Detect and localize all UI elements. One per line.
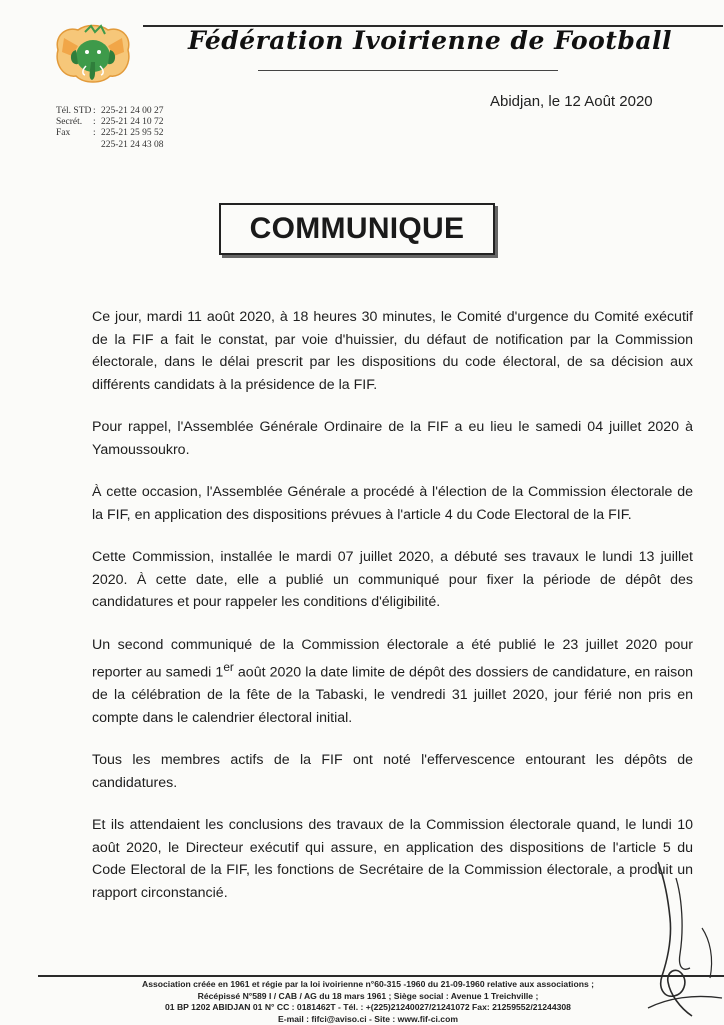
contact-block <box>56 106 164 151</box>
contact-value: 225-21 25 95 52 <box>101 128 164 139</box>
footer-line: E-mail : fifci@aviso.ci - Site : www.fif-ci.com <box>278 1013 458 1024</box>
communique-heading: COMMUNIQUE <box>249 212 465 245</box>
footer-line: 01 BP 1202 ABIDJAN 01 N° CC : 0181462T - Tél. : +(225)21240027/21241072 Fax: 21259552/21244308 <box>165 1002 571 1013</box>
contact-label: Fax <box>56 128 71 139</box>
paragraph-6: Tous les membres actifs de la FIF ont noté l'effervescence entourant les dépôts de candidatures. <box>92 752 693 791</box>
paragraph-3: À cette occasion, l'Assemblée Générale a procédé à l'élection de la Commission électorale de la FIF, en application des dispositions prévues à l'article 4 du Code Electoral de la FIF. <box>92 484 693 523</box>
contact-value: 225-21 24 00 27 <box>101 106 164 116</box>
fif-elephant-logo-icon <box>52 22 134 88</box>
footer-line: Association créée en 1961 et régie par la loi ivoirienne n°60-315 -1960 du 21-09-1960 relative aux associations ; <box>142 979 594 989</box>
contact-row: Secrét. : 225-21 24 10 72 <box>56 117 164 128</box>
footer-legal <box>90 979 646 1025</box>
federation-name: Fédération Ivoirienne de Football <box>187 26 673 55</box>
paragraph-4: Cette Commission, installée le mardi 07 juillet 2020, a débuté ses travaux le lundi 13 juillet 2020. À cette date, elle a publié un communiqué pour fixer la période de dépôt des candidatures et pour rappeler les conditions d'éligibilité. <box>92 549 693 610</box>
document-date: Abidjan, le 12 Août 2020 <box>490 93 653 110</box>
paragraph-7: Et ils attendaient les conclusions des travaux de la Commission électorale quand, le lundi 10 août 2020, le Directeur exécutif qui assure, en application des dispositions de l'article 5 du Code Electoral de la FIF, les fonctions de Secrétaire de la Commission électorale, a produit un rapport circonstancié. <box>92 817 693 901</box>
footer-line: Récépissé N°589 I / CAB / AG du 18 mars 1961 ; Siège social : Avenue 1 Treichville ; <box>197 990 539 1001</box>
handwritten-signature-icon <box>618 858 724 1024</box>
communique-heading-box <box>219 203 495 255</box>
communique-body <box>92 306 693 924</box>
contact-label <box>56 140 93 151</box>
header-title-underline <box>258 70 558 71</box>
paragraph-1: Ce jour, mardi 11 août 2020, à 18 heures 30 minutes, le Comité d'urgence du Comité exécutif de la FIF a fait le constat, par voie d'huissier, du défaut de notification par la Commission électorale, dans le délai prescrit par les dispositions du code électoral, de sa décision aux différents candidats à la présidence de la FIF. <box>92 309 693 393</box>
paragraph-5-before: Un second communiqué de la Commission électorale a été publié le 23 juillet 2020 pour reporter au samedi 1 <box>92 636 693 681</box>
contact-label: Secrét. <box>56 117 83 128</box>
contact-row: Fax : 225-21 25 95 52 <box>56 128 164 139</box>
contact-value: 225-21 24 43 08 <box>101 139 164 150</box>
contact-row <box>56 140 164 151</box>
contact-label: Tél. STD <box>56 106 92 116</box>
paragraph-5 <box>92 634 693 730</box>
contact-value: 225-21 24 10 72 <box>101 117 164 128</box>
paragraph-5-after: août 2020 la date limite de dépôt des dossiers de candidature, en raison de la célébration de la fête de la Tabaski, le vendredi 31 juillet 2020, jour férié non pris en compte dans le calendrier électoral initial. <box>92 664 693 726</box>
paragraph-2: Pour rappel, l'Assemblée Générale Ordinaire de la FIF a eu lieu le samedi 04 juillet 2020 à Yamoussoukro. <box>92 419 693 458</box>
contact-row: Tél. STD : 225-21 24 00 27 <box>56 106 164 116</box>
ordinal-superscript: er <box>223 660 234 674</box>
